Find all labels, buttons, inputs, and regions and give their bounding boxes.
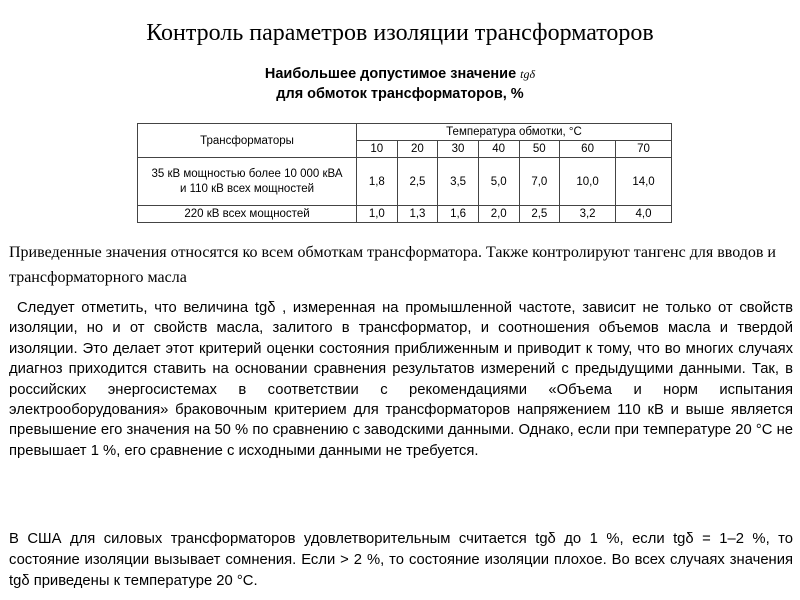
slide-title: Контроль параметров изоляции трансформаторов: [146, 20, 654, 46]
paragraph-russian-criteria: Следует отметить, что величина tgδ , измеренная на промышленной частоте, зависит не только от свойств изоляции, но и от свойств масла, залитого в трансформатор, и соотношения объемов масла и твердой изоляции. Это делает этот критерий оценки состояния приближенным и приводит к тому, что во многих случаях диагноз приходится ставить на основании сравнения результатов измерений с предыдущими данными. Так, в российских энергосистемах в соответствии с рекомендациями «Объема и норм испытания электрооборудования» браковочным критерием для трансформаторов напряжением 110 кВ и выше является превышение его значения на 50 % по сравнению с заводскими данными. Однако, если при температуре 20 °С не превышает 1 %, его сравнение с исходными данными не требуется.: [9, 300, 793, 459]
value-cell: 2,5: [519, 206, 560, 223]
tg-delta-table: [137, 123, 672, 223]
temp-cell: 40: [478, 141, 519, 158]
value-cell: 1,0: [357, 206, 398, 223]
temp-cell: 10: [357, 141, 398, 158]
value-cell: 14,0: [616, 158, 672, 206]
table-caption-line2: для обмоток трансформаторов, %: [276, 86, 524, 102]
table-caption-line1: Наибольшее допустимое значение: [264, 66, 517, 82]
temp-cell: 70: [616, 141, 672, 158]
value-cell: 3,5: [438, 158, 479, 206]
temp-cell: 60: [560, 141, 616, 158]
value-cell: 1,6: [438, 206, 479, 223]
table-row: [138, 206, 672, 223]
value-cell: 1,3: [397, 206, 438, 223]
tg-delta-symbol: tgδ: [520, 67, 536, 81]
paragraph-applicability: Приведенные значения относятся ко всем обмоткам трансформатора. Также контролируют тангенс для вводов и трансформаторного масла: [9, 244, 776, 286]
header-transformers: Трансформаторы: [138, 124, 357, 158]
table-caption: [180, 64, 620, 104]
row-label: 220 кВ всех мощностей: [138, 206, 357, 223]
value-cell: 7,0: [519, 158, 560, 206]
paragraph-usa-criteria: В США для силовых трансформаторов удовлетворительным считается tgδ до 1 %, если tgδ = 1–2 %, то состояние изоляции вызывает сомнения. Если > 2 %, то состояние изоляции плохое. Во всех случаях значения tgδ приведены к температуре 20 °С.: [9, 531, 793, 589]
value-cell: 4,0: [616, 206, 672, 223]
value-cell: 2,5: [397, 158, 438, 206]
temp-cell: 30: [438, 141, 479, 158]
temp-cell: 50: [519, 141, 560, 158]
value-cell: 2,0: [478, 206, 519, 223]
value-cell: 3,2: [560, 206, 616, 223]
temp-cell: 20: [397, 141, 438, 158]
value-cell: 5,0: [478, 158, 519, 206]
row-label: 35 кВ мощностью более 10 000 кВА и 110 кВ всех мощностей: [138, 158, 357, 206]
value-cell: 10,0: [560, 158, 616, 206]
table-row: [138, 158, 672, 206]
header-temperature: Температура обмотки, °С: [357, 124, 672, 141]
value-cell: 1,8: [357, 158, 398, 206]
